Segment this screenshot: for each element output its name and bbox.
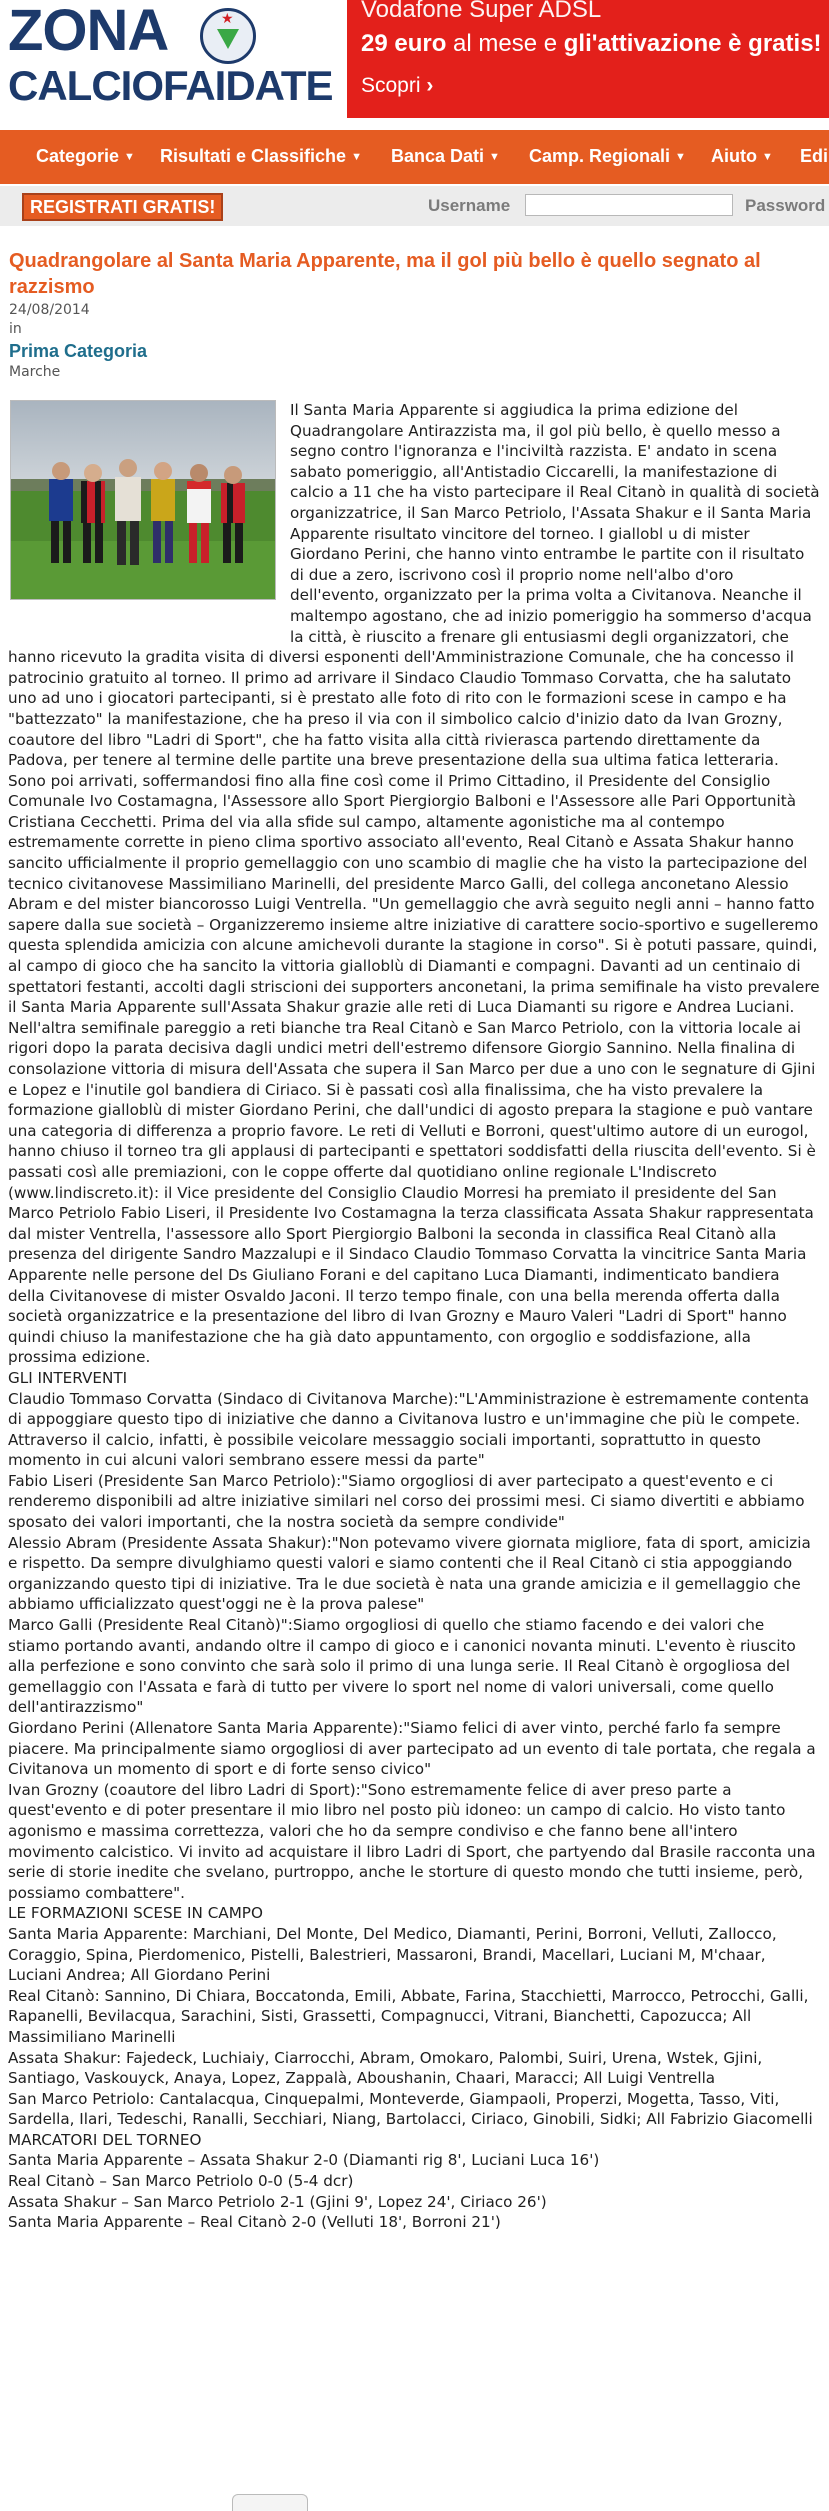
section-heading: LE FORMAZIONI SCESE IN CAMPO <box>8 1904 263 1923</box>
quote-paragraph: Alessio Abram (Presidente Assata Shakur):"Non potevamo vivere giornata migliore, fata di sport, amicizia e rispetto. Da sempre divulghiamo questi valori e siamo contenti che il Real Citanò ci stia appoggiando organizzando questo tipi di iniziative. Tra le due società è nata una grande amicizia e il gemellaggio che abbiamo ufficializzato quest'oggi ne è la prova palese" <box>8 1533 811 1614</box>
nav-item-label: Edi <box>800 146 829 166</box>
nav-item-label: Banca Dati <box>391 146 485 166</box>
nav-item-banca-dati[interactable] <box>391 146 500 167</box>
quote-paragraph: Fabio Liseri (Presidente San Marco Petriolo):"Siamo orgogliosi di aver partecipato a quest'evento e ci renderemo disponibili ad altre iniziative similari nel corso dei prossimi mesi. Ci siamo divertiti e abbiamo sposato dei valori importanti, che la nostra società da sempre condivide" <box>8 1471 805 1532</box>
site-header <box>0 0 829 118</box>
username-label: Username <box>428 196 511 215</box>
ad-offer-bold: gli'attivazione è gratis! <box>563 30 822 57</box>
logo-line-2: CALCIOFAIDATE <box>8 62 333 109</box>
result-line: Santa Maria Apparente – Real Citanò 2-0 (Velluti 18', Borroni 21') <box>8 2213 501 2232</box>
caret-down-icon: ▼ <box>124 151 135 164</box>
nav-item-camp-regionali[interactable] <box>529 146 686 167</box>
main-nav <box>0 130 829 184</box>
nav-item-label: Camp. Regionali <box>529 146 671 166</box>
quote-paragraph: Marco Galli (Presidente Real Citanò)":Siamo orgogliosi di quello che stiamo facendo e dei valori che stiamo portando avanti, andando oltre il campo di gioco e i canonici novanta minuti. L'evento è riuscito alla perfezione e sono convinto che sarà solo il primo di una lunga serie. Il Real Citanò è orgogliosa del gemellaggio con l'Assata e farà di tutto per vivere lo sport nel nome di valori universali, come quello dell'antirazzismo" <box>8 1616 796 1717</box>
nav-item-edi[interactable] <box>800 146 828 167</box>
result-line: Santa Maria Apparente – Assata Shakur 2-0 (Diamanti rig 8', Luciani Luca 16') <box>8 2151 600 2170</box>
article-category-link[interactable]: Prima Categoria <box>9 341 148 361</box>
article-date: 24/08/2014 <box>9 302 90 318</box>
section-heading: MARCATORI DEL TORNEO <box>8 2130 202 2149</box>
nav-item-label: Risultati e Classifiche <box>160 146 347 166</box>
triangle-icon <box>217 29 239 49</box>
article-paragraph: Il Santa Maria Apparente si aggiudica la prima edizione del Quadrangolare Antirazzista ma, il gol più bello, è quello messo a segno contro l'ignoranza e l'inciviltà razzista. E' andato in scena sabato pomeriggio, all'Antistadio Ciccarelli, la manifestazione di calcio a 11 che ha visto partecipare il Real Citanò in qualità di società organizzatrice, il San Marco Petriolo, l'Assata Shakur e il Santa Maria Apparente risultato vincitore del torneo. I giallobl u di mister Giordano Perini, che hanno vinto entrambe le partite con il risultato di due a zero, iscrivono così il proprio nome nell'albo d'oro dell'evento, organizzato per la prima volta a Civitanova. Neanche il maltempo agostano, che ad inizio pomeriggio ha sommerso d'acqua la città, è riuscito a frenare gli entusiasmi degli organizzatori, che hanno ricevuto la gradita visita di diversi esponenti dell'Amministrazione Comunale, che ha concesso il patrocinio gratuito al torneo. Il primo ad arrivare il Sindaco Claudio Tommaso Corvatta, che ha salutato uno ad uno i giocatori partecipanti, si è prestato alle foto di rito con le formazioni scese in campo e ha "battezzato" la manifestazione, che ha preso il via con il simbolico calcio d'inizio dato da Ivan Grozny, coautore del libro "Ladri di Sport", che ha fatto visita alla città rivierasca partendo direttamente da Padova, per tenere al termine delle partite una breve presentazione della sua ultima fatica letteraria. Sono poi arrivati, soffermandosi fino alla fine così come il Primo Cittadino, il Presidente del Consiglio Comunale Ivo Costamagna, l'Assessore allo Sport Piergiorgio Balboni e l'Assessore alle Pari Opportunità Cristiana Cecchetti. Prima del via alla sfide sul campo, altamente agonistiche ma al contempo estremamente corrette in pieno clima sportivo associato all'evento, Real Citanò e Assata Shakur hanno sancito ufficialmente il proprio gemellaggio con uno scambio di maglie che ha visto la partecipazione del tecnico civitanovese Massimiliano Marinelli, del presidente Marco Galli, del collega anconetano Alessio Abram e del mister biancorosso Luigi Ventrella. "Un gemellaggio che avrà seguito negli anni – hanno fatto sapere dalla sue società – Organizzeremo insieme altre iniziative di carattere socio-sportivo e sugelleremo questa splendida amicizia con alcune amichevoli durante la stagione in corso". Si è potuti passare, quindi, al campo di gioco che ha sancito la vittoria gialloblù di Diamanti e compagni. Davanti ad un centinaio di spettatori festanti, accolti dagli striscioni dei supporters anconetani, la prima semifinale ha visto prevalere il Santa Maria Apparente sull'Assata Shakur grazie alle reti di Luca Diamanti su rigore e Andrea Luciani. Nell'altra semifinale pareggio a reti bianche tra Real Citanò e San Marco Petriolo, con la vittoria locale ai rigori dopo la parata decisiva dagli undici metri dell'estremo difensore Giorgio Sannino. Nella finalina di consolazione vittoria di misura dell'Assata che supera il San Marco per due a uno con le segnature di Gjini e Lopez e l'inutile gol bandiera di Ciriaco. Si è passati così alla finalissima, che ha visto prevalere la formazione gialloblù di mister Giordano Perini, che dall'undici di agosto prepara la stagione e può vantare una categoria di differenza a proprio favore. Le reti di Velluti e Borroni, quest'ultimo autore di un eurogol, hanno chiuso il torneo tra gli applausi di partecipanti e spettatori soddisfatti della riuscita dell'evento. Si è passati così alle premiazioni, con le coppe offerte dal quotidiano online regionale L'Indiscreto (www.lindiscreto.it): il Vice presidente del Consiglio Claudio Morresi ha premiato il presidente del San Marco Petriolo Fabio Liseri, il Presidente Ivo Costamagna la terza classificata Assata Shakur rappresentata dal mister Ventrella, l'assessore allo Sport Piergiorgio Balboni la seconda in classifica Real Citanò alla presenza del dirigente Sandro Mazzalupi e il Sindaco Claudio Tommaso Corvatta la vincitrice Santa Maria Apparente nelle persone del Ds Giuliano Forani e del capitano Luca Diamanti, indimenticato bandiera della Civitanovese di mister Osvaldo Jaconi. Il terzo tempo finale, con una bella merenda offerta dalla società organizzatrice e la presentazione del libro di Ivan Grozny e Mauro Valeri "Ladri di Sport" hanno quindi chiuso la manifestazione che ha già dato appuntamento, con orgoglio e soddisfazione, alla prossima edizione. <box>8 401 820 1367</box>
ad-cta-label: Scopri <box>361 74 421 97</box>
bottom-tab-button[interactable] <box>232 2494 308 2511</box>
article-body <box>8 400 820 2233</box>
section-heading: GLI INTERVENTI <box>8 1368 128 1387</box>
username-input[interactable] <box>525 194 733 216</box>
caret-down-icon: ▼ <box>489 151 500 164</box>
nav-item-label: Categorie <box>36 146 120 166</box>
lineup-paragraph: Real Citanò: Sannino, Di Chiara, Boccatonda, Emili, Abbate, Farina, Stacchietti, Marrocco, Petrocchi, Galli, Rapanelli, Bevilacqua, Sarachini, Sisti, Grassetti, Compagnucci, Vitrani, Bianchetti, Capozucca; All Massimiliano Marinelli <box>8 1986 809 2046</box>
vodafone-ad-banner[interactable] <box>347 0 829 118</box>
quote-paragraph: Giordano Perini (Allenatore Santa Maria Apparente):"Siamo felici di aver vinto, perché farlo fa sempre piacere. Ma principalmente siamo orgogliosi di aver partecipato ad un evento di tale portata, che regala a Civitanova un momento di sport e di forte senso civico" <box>8 1719 816 1779</box>
logo-line-1: ZONA <box>8 0 169 63</box>
ad-offer-mid: al mese e <box>446 30 564 57</box>
nav-item-risultati[interactable] <box>160 146 362 167</box>
star-icon: ★ <box>221 11 234 27</box>
chevron-right-icon: › <box>426 74 434 97</box>
caret-down-icon: ▼ <box>351 151 362 164</box>
nav-item-categorie[interactable] <box>36 146 135 167</box>
caret-down-icon: ▼ <box>761 151 773 164</box>
article-in-label: in <box>9 321 22 337</box>
ad-offer <box>361 30 822 58</box>
lineup-paragraph: San Marco Petriolo: Cantalacqua, Cinquepalmi, Monteverde, Giampaoli, Properzi, Mogetta, Tasso, Viti, Sardella, Ilari, Tedeschi, Ranalli, Secchiari, Niang, Bartolacci, Ciriaco, Ginobili, Sidki; All Fabrizio Giacomelli <box>8 2089 813 2129</box>
result-line: Real Citanò – San Marco Petriolo 0-0 (5-4 dcr) <box>8 2172 354 2191</box>
result-line: Assata Shakur – San Marco Petriolo 2-1 (Gjini 9', Lopez 24', Ciriaco 26') <box>8 2192 547 2211</box>
caret-down-icon: ▼ <box>675 151 686 164</box>
ad-offer-price: 29 euro <box>361 30 447 57</box>
ad-cta-link[interactable] <box>361 74 433 98</box>
lineup-paragraph: Assata Shakur: Fajedeck, Luchiaiy, Ciarrocchi, Abram, Omokaro, Palombi, Suiri, Urena, Wstek, Gjini, Santiago, Vaskouyck, Anaya, Lopez, Zappalà, Aboushanin, Chaari, Maracci; All Luigi Ventrella <box>8 2048 763 2088</box>
article-title: Quadrangolare al Santa Maria Apparente, ma il gol più bello è quello segnato al razzismo <box>9 250 761 298</box>
nav-item-aiuto[interactable] <box>711 146 773 167</box>
login-bar <box>0 186 829 226</box>
password-label: Password <box>745 196 826 215</box>
ad-title: Vodafone Super ADSL <box>361 0 602 23</box>
nav-item-label: Aiuto <box>711 146 757 166</box>
lineup-paragraph: Santa Maria Apparente: Marchiani, Del Monte, Del Medico, Diamanti, Perini, Borroni, Velluti, Zallocco, Coraggio, Spina, Pierdomenico, Pistelli, Balestrieri, Massaroni, Brandi, Macellari, Luciani M, M'chaar, Luciani Andrea; All Giordano Perini <box>8 1924 777 1985</box>
quote-paragraph: Claudio Tommaso Corvatta (Sindaco di Civitanova Marche):"L'Amministrazione è estremamente contenta di appoggiare questo tipo di iniziative che danno a Civitanova lustro e un'immagine che più le compete. Attraverso il calcio, infatti, è possibile veicolare messaggio sociali importanti, soprattutto in questo momento in cui alcuni valori sembrano essere messi da parte" <box>8 1389 810 1470</box>
site-logo[interactable] <box>8 0 338 110</box>
article-region: Marche <box>9 364 61 380</box>
quote-paragraph: Ivan Grozny (coautore del libro Ladri di Sport):"Sono estremamente felice di aver preso parte a quest'evento e di poter presentare il mio libro nel posto più idoneo: un campo di calcio. Ho visto tanto agonismo e massima correttezza, valori che ho da sempre condiviso e che fanno bene all'intero movimento calcistico. Vi invito ad acquistare il libro Ladri di Sport, che partyendo dal Brasile racconta una serie di storie inedite che svelano, purtroppo, anche le storture di questo mondo che tutti insieme, però, possiamo combattere". <box>8 1780 816 1902</box>
soccer-ball-logo-icon <box>200 8 256 64</box>
photo-spacer <box>8 400 290 628</box>
register-button[interactable]: REGISTRATI GRATIS! <box>22 193 223 221</box>
